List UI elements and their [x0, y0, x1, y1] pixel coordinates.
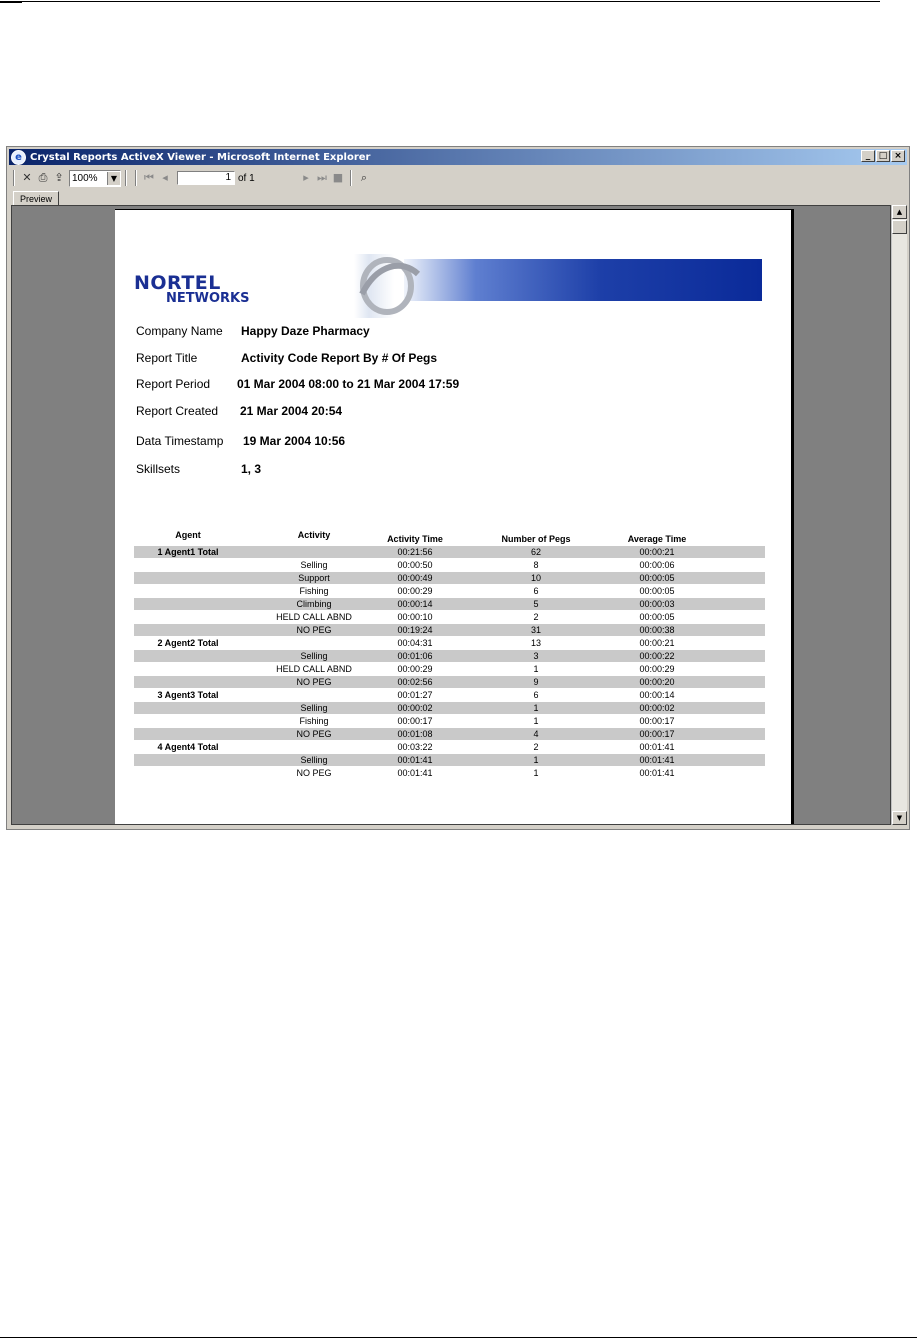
page-count: of 1	[238, 172, 255, 184]
table-row	[134, 650, 765, 662]
report-page	[115, 209, 794, 825]
activity-cell: Fishing	[299, 586, 329, 596]
pegs-cell: 1	[533, 755, 539, 765]
activity-cell: Support	[298, 573, 330, 583]
pegs-cell: 6	[533, 586, 539, 596]
toolbar-separator	[135, 170, 137, 186]
activity-time-cell: 00:00:02	[397, 703, 433, 713]
activity-time-cell: 00:01:41	[397, 755, 433, 765]
activity-cell: HELD CALL ABND	[276, 612, 352, 622]
viewer-toolbar	[9, 167, 907, 189]
table-row	[134, 598, 765, 610]
table-row	[134, 611, 765, 623]
page-number-input[interactable]: 1	[177, 171, 235, 185]
activity-time-cell: 00:03:22	[397, 742, 433, 752]
column-header-number-of-pegs: Number of Pegs	[501, 534, 571, 544]
vertical-scrollbar[interactable]	[891, 205, 907, 825]
average-time-cell: 00:00:06	[639, 560, 675, 570]
document-bottom-rule	[0, 1337, 917, 1338]
pegs-cell: 31	[530, 625, 541, 635]
table-row	[134, 689, 765, 701]
logo-nortel: NORTEL	[134, 272, 221, 294]
table-row	[134, 728, 765, 740]
average-time-cell: 00:01:41	[639, 768, 675, 778]
report-viewport[interactable]	[11, 205, 891, 825]
field-label: Data Timestamp	[136, 434, 224, 448]
activity-time-cell: 00:00:29	[397, 586, 433, 596]
activity-cell: NO PEG	[296, 625, 332, 635]
close-button[interactable]: ×	[891, 150, 905, 162]
title-bar[interactable]	[9, 149, 907, 165]
activity-time-cell: 00:00:17	[397, 716, 433, 726]
activity-time-cell: 00:00:49	[397, 573, 433, 583]
close-view-icon[interactable]: ✕	[22, 171, 32, 184]
field-value: 19 Mar 2004 10:56	[243, 434, 346, 448]
pegs-cell: 62	[530, 547, 541, 557]
scroll-down-icon[interactable]: ▼	[892, 811, 907, 825]
table-row	[134, 585, 765, 597]
activity-time-cell: 00:04:31	[397, 638, 433, 648]
next-page-icon[interactable]: ▸	[303, 171, 309, 184]
activity-time-cell: 00:00:14	[397, 599, 433, 609]
pegs-cell: 2	[533, 612, 539, 622]
average-time-cell: 00:00:21	[639, 638, 675, 648]
activity-time-cell: 00:00:10	[397, 612, 433, 622]
average-time-cell: 00:00:17	[639, 729, 675, 739]
average-time-cell: 00:01:41	[639, 755, 675, 765]
zoom-select[interactable]	[69, 170, 121, 187]
activity-time-cell: 00:00:50	[397, 560, 433, 570]
browser-window	[6, 146, 910, 830]
stop-icon[interactable]: ■	[332, 171, 344, 184]
globe-logo-icon	[352, 254, 422, 316]
table-row	[134, 676, 765, 688]
column-header-average-time: Average Time	[627, 534, 687, 544]
pegs-cell: 8	[533, 560, 539, 570]
maximize-button[interactable]: □	[876, 150, 890, 162]
toolbar-separator	[350, 170, 352, 186]
table-row	[134, 767, 765, 779]
pegs-cell: 4	[533, 729, 539, 739]
agent-cell: 3 Agent3 Total	[157, 690, 219, 700]
toolbar-separator	[13, 170, 15, 186]
activity-time-cell: 00:01:08	[397, 729, 433, 739]
activity-cell: Selling	[300, 560, 328, 570]
agent-cell: 2 Agent2 Total	[157, 638, 219, 648]
activity-time-cell: 00:21:56	[397, 547, 433, 557]
field-label: Skillsets	[136, 462, 181, 476]
activity-time-cell: 00:01:06	[397, 651, 433, 661]
last-page-icon[interactable]: ⏭	[317, 171, 327, 184]
field-label: Company Name	[136, 324, 223, 338]
chevron-down-icon[interactable]: ▼	[107, 172, 120, 185]
report-header-banner	[134, 254, 762, 318]
table-row	[134, 559, 765, 571]
average-time-cell: 00:00:29	[639, 664, 675, 674]
first-page-icon[interactable]: ⏮	[144, 171, 154, 184]
activity-time-cell: 00:01:41	[397, 768, 433, 778]
table-row	[134, 702, 765, 714]
previous-page-icon[interactable]: ◂	[162, 171, 168, 184]
activity-time-cell: 00:01:27	[397, 690, 433, 700]
table-row	[134, 715, 765, 727]
pegs-cell: 3	[533, 651, 539, 661]
pegs-cell: 2	[533, 742, 539, 752]
activity-cell: HELD CALL ABND	[276, 664, 352, 674]
search-icon[interactable]: ⌕	[360, 171, 368, 184]
activity-cell: Selling	[300, 651, 328, 661]
document-top-mark	[0, 1, 22, 3]
activity-cell: NO PEG	[296, 729, 332, 739]
pegs-cell: 5	[533, 599, 539, 609]
scroll-thumb[interactable]	[892, 220, 907, 234]
agent-cell: 4 Agent4 Total	[157, 742, 219, 752]
activity-cell: Fishing	[299, 716, 329, 726]
field-value: 01 Mar 2004 08:00 to 21 Mar 2004 17:59	[237, 377, 460, 391]
activity-cell: Selling	[300, 755, 328, 765]
pegs-cell: 1	[533, 703, 539, 713]
average-time-cell: 00:00:21	[639, 547, 675, 557]
activity-cell: Climbing	[296, 599, 332, 609]
pegs-cell: 1	[533, 664, 539, 674]
activity-cell: NO PEG	[296, 768, 332, 778]
average-time-cell: 00:00:03	[639, 599, 675, 609]
activity-time-cell: 00:00:29	[397, 664, 433, 674]
average-time-cell: 00:00:17	[639, 716, 675, 726]
average-time-cell: 00:00:14	[639, 690, 675, 700]
activity-time-cell: 00:02:56	[397, 677, 433, 687]
table-row	[134, 741, 765, 753]
internet-explorer-icon: e	[11, 150, 26, 165]
print-icon[interactable]: ⎙	[38, 171, 48, 184]
field-value: 21 Mar 2004 20:54	[240, 404, 343, 418]
column-header-activity-time: Activity Time	[387, 534, 443, 544]
pegs-cell: 6	[533, 690, 539, 700]
table-row	[134, 624, 765, 636]
average-time-cell: 00:00:02	[639, 703, 675, 713]
tab-preview[interactable]: Preview	[13, 191, 59, 207]
banner-gradient-bar	[404, 259, 762, 301]
export-icon[interactable]: ⇪	[54, 171, 64, 184]
average-time-cell: 00:00:38	[639, 625, 675, 635]
field-value: 1, 3	[241, 462, 262, 476]
average-time-cell: 00:00:05	[639, 586, 675, 596]
field-label: Report Title	[136, 351, 198, 365]
scroll-up-icon[interactable]: ▲	[892, 205, 907, 219]
agent-cell: 1 Agent1 Total	[157, 547, 219, 557]
activity-time-cell: 00:19:24	[397, 625, 433, 635]
pegs-cell: 1	[533, 768, 539, 778]
table-row	[134, 546, 765, 558]
column-header-activity: Activity	[297, 530, 331, 540]
average-time-cell: 00:00:05	[639, 573, 675, 583]
window-title: Crystal Reports ActiveX Viewer - Microsoft Internet Explorer	[30, 151, 371, 163]
table-row	[134, 572, 765, 584]
pegs-cell: 10	[530, 573, 541, 583]
zoom-value: 100%	[72, 172, 98, 184]
average-time-cell: 00:00:05	[639, 612, 675, 622]
pegs-cell: 9	[533, 677, 539, 687]
pegs-cell: 13	[530, 638, 541, 648]
field-label: Report Created	[136, 404, 219, 418]
field-value: Happy Daze Pharmacy	[241, 324, 370, 338]
average-time-cell: 00:00:22	[639, 651, 675, 661]
average-time-cell: 00:00:20	[639, 677, 675, 687]
column-header-agent: Agent	[175, 530, 201, 540]
field-value: Activity Code Report By # Of Pegs	[241, 351, 438, 365]
table-row	[134, 754, 765, 766]
activity-cell: NO PEG	[296, 677, 332, 687]
logo-networks: NETWORKS	[166, 291, 250, 306]
activity-cell: Selling	[300, 703, 328, 713]
table-row	[134, 637, 765, 649]
pegs-cell: 1	[533, 716, 539, 726]
table-row	[134, 663, 765, 675]
toolbar-separator	[125, 170, 127, 186]
average-time-cell: 00:01:41	[639, 742, 675, 752]
field-label: Report Period	[136, 377, 211, 391]
document-top-rule	[0, 1, 880, 2]
minimize-button[interactable]: _	[861, 150, 875, 162]
